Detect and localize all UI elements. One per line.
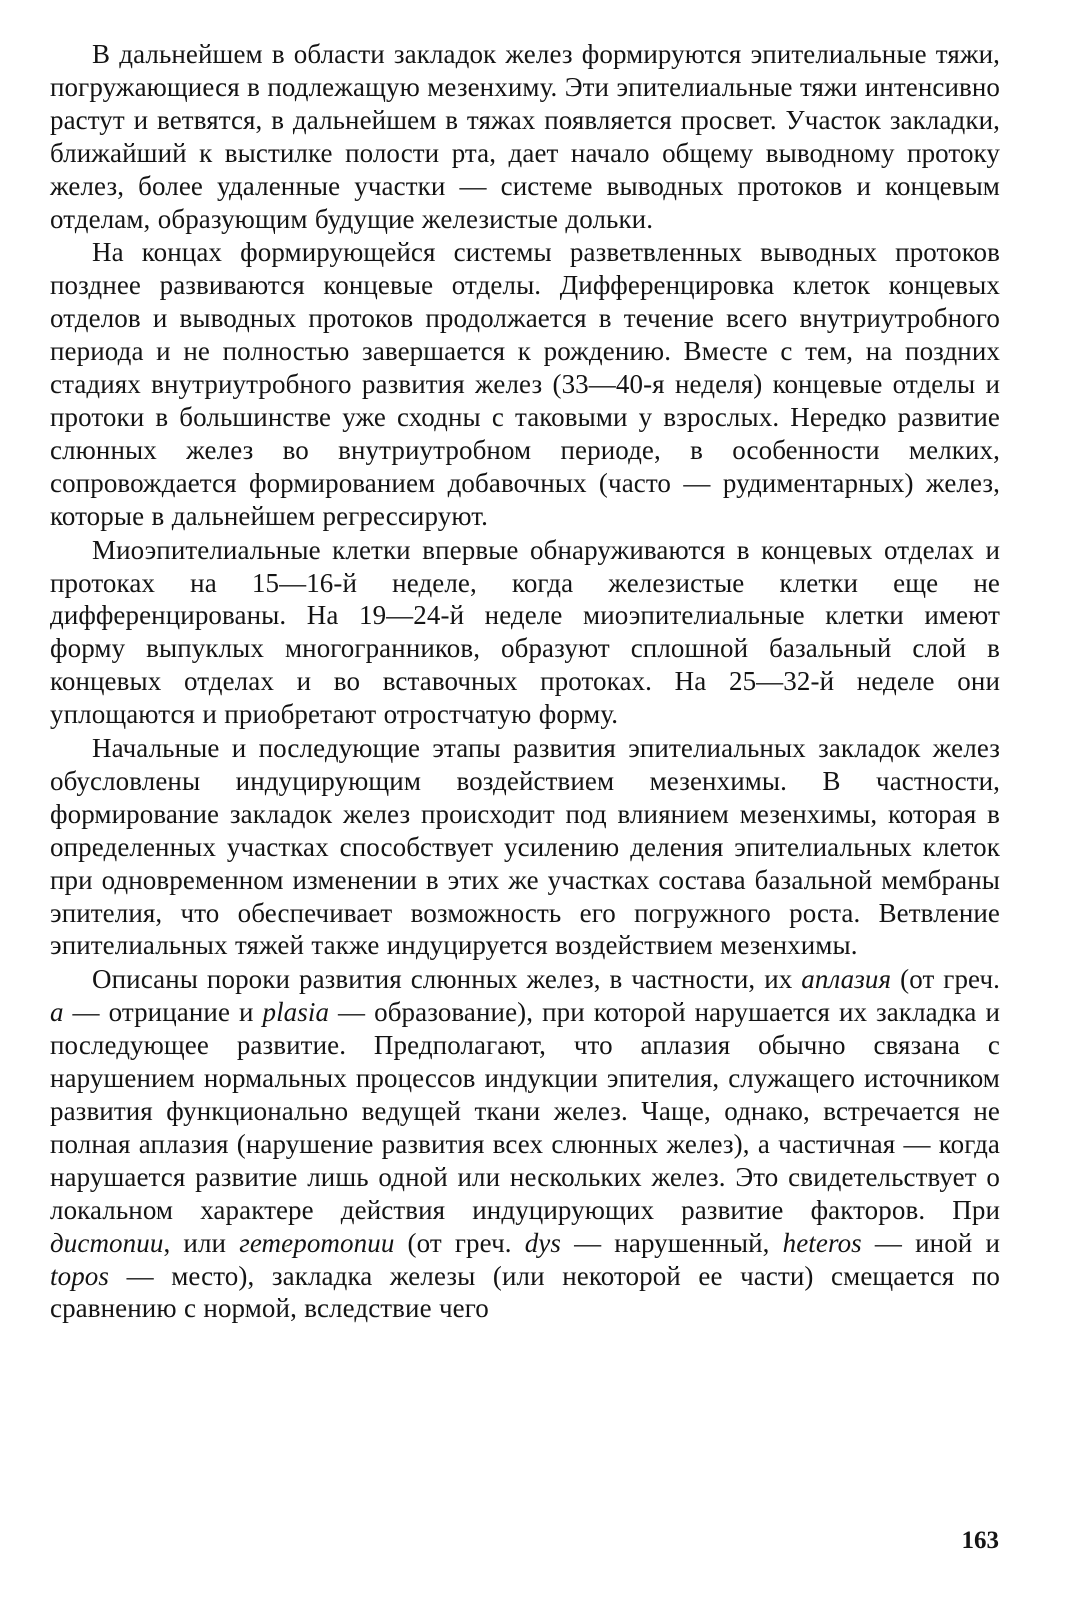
text-run: Описаны пороки развития слюнных желез, в частности, их	[92, 964, 802, 995]
italic-term: heteros	[782, 1227, 862, 1258]
paragraph	[50, 534, 1000, 731]
text-run: Миоэпителиальные клетки впервые обнаруживаются в концевых отделах и протоках на 15—16-й неделе, когда железистые клетки еще не дифференцированы. На 19—24-й неделе миоэпителиальные клетки имеют форму выпуклых многогранников, образуют сплошной базальный слой в концевых отделах и во вставочных протоках. На 25—32-й неделе они уплощаются и приобретают отростчатую форму.	[50, 534, 1000, 730]
text-run: (от греч.	[394, 1227, 525, 1258]
text-run: — место), закладка железы (или некоторой ее части) смещается по сравнению с нормой, вследствие чего	[50, 1260, 1000, 1324]
italic-term: гетеротопии	[239, 1227, 395, 1258]
text-body	[50, 38, 1000, 1325]
text-run: — иной и	[861, 1227, 1001, 1258]
italic-term: а	[50, 997, 64, 1028]
text-run: В дальнейшем в области закладок желез формируются эпителиальные тяжи, погружающиеся в подлежащую мезенхиму. Эти эпителиальные тяжи интенсивно растут и ветвятся, в дальнейшем в тяжах появляется просвет. Участок закладки, ближайший к выстилке полости рта, дает начало общему выводному протоку желез, более удаленные участки — системе выводных протоков и концевым отделам, образующим будущие железистые дольки.	[50, 39, 1000, 234]
text-run: Начальные и последующие этапы развития эпителиальных закладок желез обусловлены индуцирующим воздействием мезенхимы. В частности, формирование закладок желез происходит под влиянием мезенхимы, которая в определенных участках способствует усилению деления эпителиальных клеток при одновременном изменении в этих же участках состава базальной мембраны эпителия, что обеспечивает возможность его погружного роста. Ветвление эпителиальных тяжей также индуцируется воздействием мезенхимы.	[50, 733, 1000, 961]
text-run: — нарушенный,	[561, 1227, 783, 1258]
page-number: 163	[961, 1527, 999, 1554]
text-run: , или	[163, 1227, 240, 1258]
text-run: (от греч.	[891, 964, 1000, 995]
paragraph	[50, 236, 1000, 532]
italic-term: plasia	[262, 997, 330, 1028]
text-run: На концах формирующейся системы разветвленных выводных протоков позднее развиваются концевые отделы. Дифференцировка клеток концевых отделов и выводных протоков продолжается в течение всего внутриутробного периода и не полностью завершается к рождению. Вместе с тем, на поздних стадиях внутриутробного развития желез (33—40-я неделя) концевые отделы и протоки в большинстве уже сходны с таковыми у взрослых. Нередко развитие слюнных желез во внутриутробном периоде, в особенности мелких, сопровождается формированием добавочных (часто — рудиментарных) желез, которые в дальнейшем регрессируют.	[50, 237, 1000, 531]
italic-term: dys	[524, 1227, 561, 1258]
italic-term: topos	[50, 1260, 110, 1291]
paragraph	[50, 732, 1000, 962]
italic-term: аплазия	[801, 964, 892, 995]
italic-term: дистопии	[50, 1227, 164, 1258]
text-run: — отрицание и	[63, 997, 263, 1028]
text-run: — образование), при которой нарушается их закладка и последующее развитие. Предполагают, что аплазия обычно связана с нарушением нормальных процессов индукции эпителия, служащего источником развития функционально ведущей ткани желез. Чаще, однако, встречается не полная аплазия (нарушение развития всех слюнных желез), а частичная — когда нарушается развитие лишь одной или нескольких желез. Это свидетельствует о локальном характере действия индуцирующих развитие факторов. При	[50, 997, 1000, 1225]
paragraph	[50, 38, 1000, 235]
paragraph	[50, 963, 1000, 1325]
page-body	[50, 38, 1000, 1558]
